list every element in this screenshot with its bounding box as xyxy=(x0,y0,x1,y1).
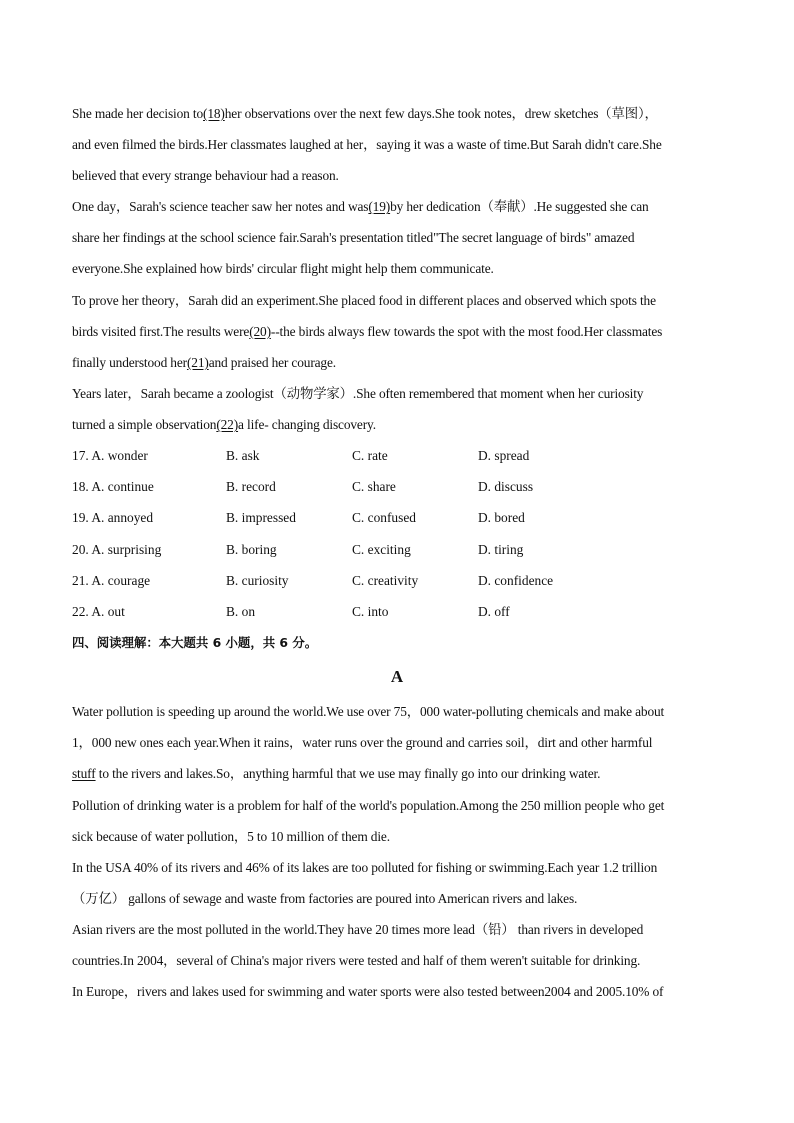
blank-22: (22) xyxy=(216,416,239,432)
passage-line: Years later，Sarah became a zoologist（动物学家）.She often remembered that moment when her curiosity xyxy=(72,385,644,401)
passage-line: She made her decision to(18)her observations over the next few days.She took notes，drew sketches（草图）， xyxy=(72,106,658,121)
passage-line: and even filmed the birds.Her classmates laughed at her，saying it was a waste of time.But Sarah didn't care.She xyxy=(72,137,662,153)
passage-line: sick because of water pollution，5 to 10 million of them die. xyxy=(72,828,390,844)
passage-line: Asian rivers are the most polluted in the world.They have 20 times more lead（铅） than rivers in developed xyxy=(72,921,644,937)
options-list xyxy=(72,440,722,627)
option-b: B. on xyxy=(226,604,256,620)
question-row-20 xyxy=(72,534,722,565)
option-b: B. impressed xyxy=(226,510,296,526)
cloze-passage xyxy=(72,98,722,440)
passage-line: turned a simple observation(22)a life- changing discovery. xyxy=(72,416,376,432)
option-c: C. into xyxy=(352,604,389,620)
option-d: D. tiring xyxy=(478,541,524,557)
passage-line: In Europe，rivers and lakes used for swimming and water sports were also tested between2004 and 2005.10% of xyxy=(72,984,664,1000)
option-c: C. exciting xyxy=(352,541,411,557)
option-d: D. bored xyxy=(478,510,525,526)
option-c: C. share xyxy=(352,479,396,495)
option-a: 18. A. continue xyxy=(72,479,154,495)
option-b: B. ask xyxy=(226,448,260,464)
passage-line: finally understood her(21)and praised her courage. xyxy=(72,354,336,370)
option-d: D. confidence xyxy=(478,572,554,588)
passage-line: believed that every strange behaviour had a reason. xyxy=(72,168,339,184)
option-a: 21. A. courage xyxy=(72,572,151,588)
option-c: C. rate xyxy=(352,448,388,464)
passage-line: everyone.She explained how birds' circular flight might help them communicate. xyxy=(72,261,494,277)
question-row-22 xyxy=(72,596,722,627)
question-row-19 xyxy=(72,502,722,533)
passage-line: One day，Sarah's science teacher saw her notes and was(19)by her dedication（奉献）.He suggested she can xyxy=(72,199,649,215)
option-a: 19. A. annoyed xyxy=(72,510,154,526)
blank-18: (18) xyxy=(203,106,225,121)
passage-heading: A xyxy=(390,667,404,687)
passage-line: To prove her theory，Sarah did an experiment.She placed food in different places and observed which spots the xyxy=(72,292,656,308)
passage-line: （万亿） gallons of sewage and waste from factories are poured into American rivers and lakes. xyxy=(72,890,578,906)
blank-21: (21) xyxy=(186,354,209,370)
option-d: D. off xyxy=(478,604,510,620)
reading-passage-a xyxy=(72,696,722,1007)
exam-page xyxy=(72,98,722,1007)
passage-line: share her findings at the school science fair.Sarah's presentation titled"The secret language of birds" amazed xyxy=(72,230,635,246)
passage-line: Pollution of drinking water is a problem for half of the world's population.Among the 250 million people who get xyxy=(72,797,665,813)
option-c: C. confused xyxy=(352,510,416,526)
passage-line: Water pollution is speeding up around the world.We use over 75，000 water-polluting chemicals and make about xyxy=(72,704,665,720)
option-b: B. curiosity xyxy=(226,572,289,588)
passage-line: stuff to the rivers and lakes.So，anything harmful that we use may finally go into our drinking water. xyxy=(72,766,601,782)
option-c: C. creativity xyxy=(352,572,419,588)
section-title: 四、阅读理解：本大题共 6 小题，共 6 分。 xyxy=(72,635,318,651)
option-a: 20. A. surprising xyxy=(72,541,162,557)
option-a: 17. A. wonder xyxy=(72,448,148,464)
passage-line: birds visited first.The results were(20)--the birds always flew towards the spot with the most food.Her classmates xyxy=(72,323,663,339)
underlined-word: stuff xyxy=(72,766,96,782)
passage-line: countries.In 2004，several of China's major rivers were tested and half of them weren't suitable for drinking. xyxy=(72,953,641,968)
question-row-18 xyxy=(72,471,722,502)
question-row-17 xyxy=(72,440,722,471)
option-d: D. discuss xyxy=(478,479,534,495)
passage-line: 1，000 new ones each year.When it rains，water runs over the ground and carries soil，dirt and other harmful xyxy=(72,735,653,751)
option-a: 22. A. out xyxy=(72,604,125,620)
blank-19: (19) xyxy=(368,199,391,215)
question-row-21 xyxy=(72,565,722,596)
option-d: D. spread xyxy=(478,448,530,464)
passage-line: In the USA 40% of its rivers and 46% of its lakes are too polluted for fishing or swimming.Each year 1.2 trillion xyxy=(72,859,658,875)
blank-20: (20) xyxy=(249,323,271,339)
option-b: B. record xyxy=(226,479,276,495)
option-b: B. boring xyxy=(226,541,277,557)
